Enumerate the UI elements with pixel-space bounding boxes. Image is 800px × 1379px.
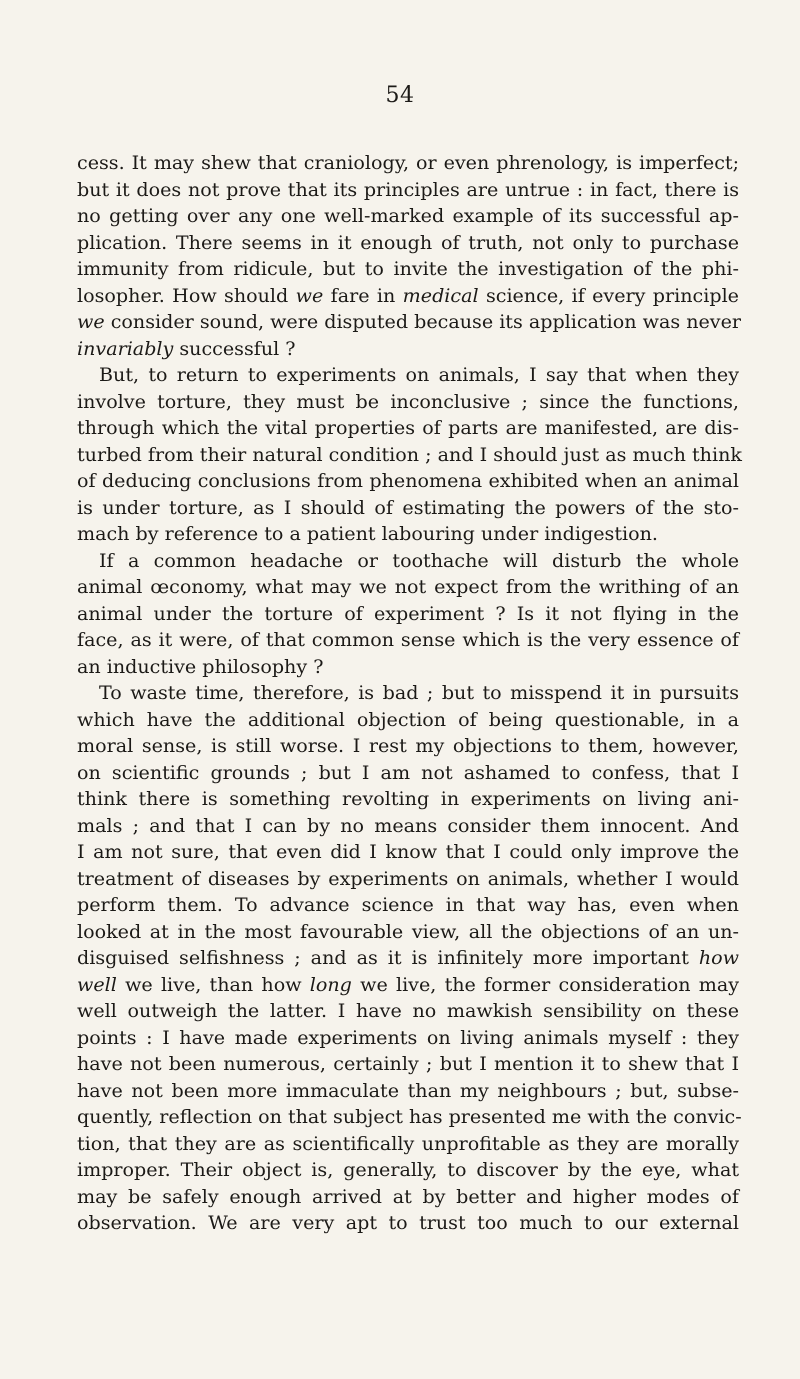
text-run: turbed from their natural condition ; and I should just as much think: [77, 442, 742, 466]
text-run: but it does not prove that its principles are untrue : in fact, there is: [77, 177, 739, 201]
text-line: [77, 1184, 739, 1211]
text-run: mach by reference to a patient labouring under indigestion.: [77, 522, 658, 545]
text-line: [77, 177, 739, 204]
text-line: [77, 336, 739, 363]
text-run: have not been more immaculate than my neighbours ; but, subse-: [77, 1078, 739, 1102]
text-line: [77, 1078, 739, 1105]
text-run: moral sense, is still worse. I rest my objections to them, however,: [77, 734, 739, 757]
text-run: cess. It may shew that craniology, or even phrenology, is imperfect;: [77, 151, 739, 174]
text-line: [77, 442, 742, 469]
text-run: animal under the torture of experiment ? Is it not flying in the: [77, 601, 739, 625]
text-run: consider sound, were disputed because its application was never: [104, 310, 742, 333]
text-run: successful ?: [173, 336, 296, 360]
text-run: no getting over any one well-marked example of its successful ap-: [77, 204, 739, 227]
text-line: [77, 574, 739, 601]
text-line: [77, 548, 739, 575]
text-run: looked at in the most favourable view, all the objections of an un-: [77, 919, 739, 943]
text-run: science, if every principle: [478, 283, 739, 307]
text-line: [77, 919, 739, 946]
text-run: we live, the former consideration may: [351, 972, 739, 996]
italic-word: medical: [402, 283, 479, 307]
text-line: [77, 998, 739, 1025]
italic-word: we: [77, 310, 105, 333]
text-line: [77, 945, 739, 972]
text-line: [77, 601, 739, 628]
text-run: plication. There seems in it enough of truth, not only to purchase: [77, 230, 739, 254]
italic-word: we: [295, 283, 324, 307]
text-run: animal œconomy, what may we not expect from the writhing of an: [77, 575, 739, 598]
text-run: on scientific grounds ; but I am not ashamed to confess, that I: [77, 760, 739, 784]
text-line: [77, 521, 739, 548]
text-run: we live, than how: [116, 972, 310, 996]
text-line: [77, 203, 739, 230]
text-line: [77, 733, 739, 760]
text-run: fare in: [323, 283, 403, 307]
text-run: well outweigh the latter. I have no mawkish sensibility on these: [77, 999, 739, 1022]
italic-word: invariably: [77, 336, 174, 360]
text-run: tion, that they are as scientifically unprofitable as they are morally: [77, 1131, 739, 1155]
text-run: losopher. How should: [77, 283, 296, 307]
text-line: [77, 389, 739, 416]
text-line: [77, 1131, 739, 1158]
text-run: perform them. To advance science in that way has, even when: [77, 893, 739, 916]
text-run: which have the additional objection of being questionable, in a: [77, 707, 739, 731]
text-run: involve torture, they must be inconclusive ; since the functions,: [77, 389, 739, 413]
text-run: may be safely enough arrived at by better and higher modes of: [77, 1184, 739, 1208]
text-run: of deducing conclusions from phenomena exhibited when an animal: [77, 469, 739, 492]
text-run: If a common headache or toothache will disturb the whole: [99, 548, 739, 572]
text-line: [77, 468, 739, 495]
text-line: [77, 760, 739, 787]
text-line: [77, 866, 739, 893]
text-run: But, to return to experiments on animals, I say that when they: [99, 363, 739, 386]
italic-word: how: [698, 946, 739, 969]
text-line: [77, 362, 739, 389]
text-run: have not been numerous, certainly ; but I mention it to shew that I: [77, 1052, 739, 1075]
text-run: is under torture, as I should of estimating the powers of the sto-: [77, 495, 739, 519]
text-run: observation. We are very apt to trust too much to our external: [77, 1211, 739, 1234]
text-run: I am not sure, that even did I know that I could only improve the: [77, 840, 739, 863]
text-run: disguised selfishness ; and as it is infinitely more important: [77, 946, 699, 969]
text-run: face, as it were, of that common sense which is the very essence of: [77, 628, 739, 651]
text-run: an inductive philosophy ?: [77, 654, 324, 678]
text-line: [77, 839, 739, 866]
text-line: [77, 256, 739, 283]
text-line: [77, 707, 739, 734]
text-line: [77, 892, 739, 919]
text-run: mals ; and that I can by no means consider them innocent. And: [77, 813, 739, 837]
italic-word: well: [77, 972, 117, 996]
italic-word: long: [309, 972, 352, 996]
text-line: [77, 654, 739, 681]
text-line: [77, 786, 739, 813]
text-line: [77, 495, 739, 522]
text-line: [77, 1210, 739, 1237]
text-line: [77, 1025, 739, 1052]
text-line: [77, 283, 739, 310]
text-run: To waste time, therefore, is bad ; but to misspend it in pursuits: [99, 681, 739, 704]
text-line: [77, 1104, 742, 1131]
text-run: immunity from ridicule, but to invite the investigation of the phi-: [77, 257, 739, 280]
text-run: treatment of diseases by experiments on animals, whether I would: [77, 866, 739, 890]
body-text: [77, 150, 742, 1237]
text-line: [77, 1157, 739, 1184]
text-run: through which the vital properties of parts are manifested, are dis-: [77, 416, 739, 439]
text-run: points : I have made experiments on living animals myself : they: [77, 1025, 739, 1049]
text-line: [77, 415, 739, 442]
text-line: [77, 680, 739, 707]
text-line: [77, 309, 742, 336]
text-line: [77, 150, 739, 177]
text-line: [77, 1051, 739, 1078]
text-line: [77, 972, 739, 999]
text-run: quently, reflection on that subject has presented me with the convic-: [77, 1105, 742, 1128]
text-run: think there is something revolting in experiments on living ani-: [77, 787, 739, 810]
text-line: [77, 813, 739, 840]
text-line: [77, 627, 739, 654]
text-run: improper. Their object is, generally, to discover by the eye, what: [77, 1158, 739, 1181]
text-line: [77, 230, 739, 257]
page-number: 54: [385, 83, 415, 108]
